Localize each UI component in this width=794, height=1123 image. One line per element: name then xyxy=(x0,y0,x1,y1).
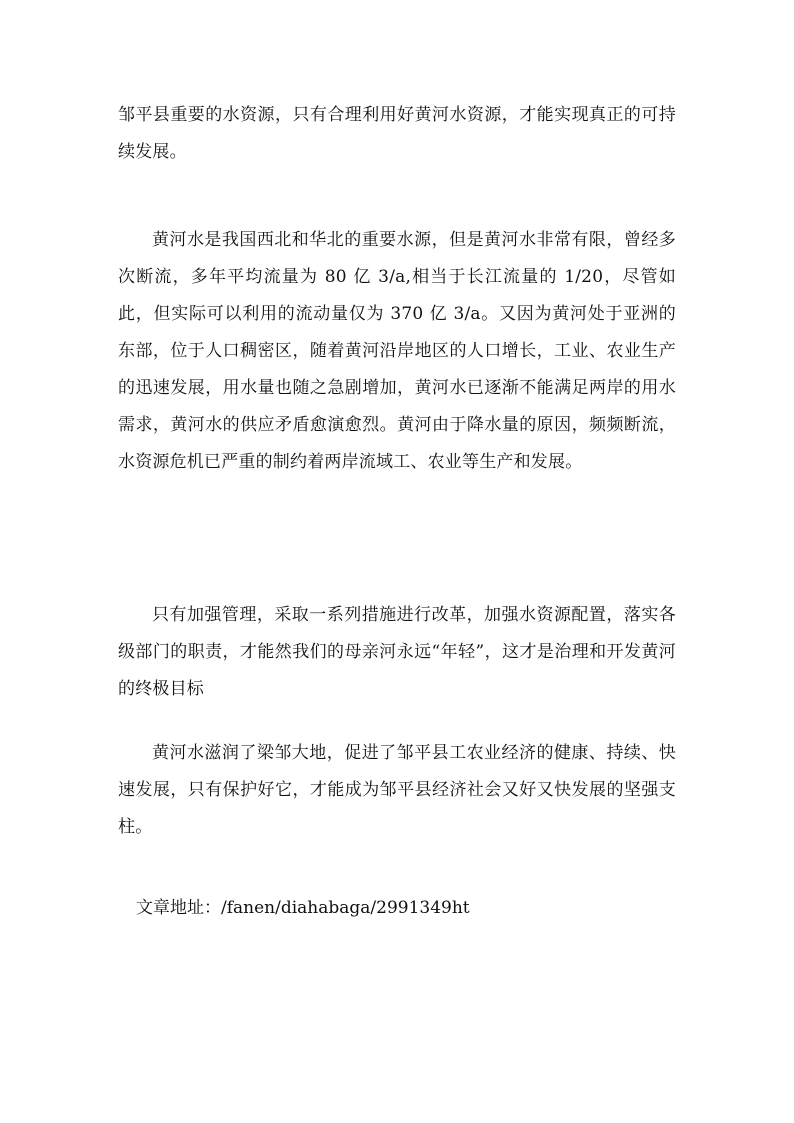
paragraph-continuation: 邹平县重要的水资源，只有合理利用好黄河水资源，才能实现真正的可持续发展。 xyxy=(118,105,676,162)
paragraph-conclusion: 黄河水滋润了梁邹大地，促进了邹平县工农业经济的健康、持续、快速发展，只有保护好它，才能成为邹平县经济社会又好又快发展的坚强支柱。 xyxy=(118,743,676,837)
paragraph-yellow-river-water-supply: 黄河水是我国西北和华北的重要水源，但是黄河水非常有限，曾经多次断流，多年平均流量为 80 亿 3/a,相当于长江流量的 1/20，尽管如此，但实际可以利用的流动量仅为 370 亿 3/a。又因为黄河处于亚洲的东部，位于人口稠密区，随着黄河沿岸地区的人口增长，工业、农业生产的迅速发展，用水量也随之急剧增加，黄河水已逐渐不能满足两岸的用水需求，黄河水的供应矛盾愈演愈烈。黄河由于降水量的原因，频频断流，水资源危机已严重的制约着两岸流域工、农业等生产和发展。 xyxy=(118,230,676,472)
paragraph-management-measures: 只有加强管理，采取一系列措施进行改革，加强水资源配置，落实各级部门的职责，才能然我们的母亲河永远“年轻”，这才是治理和开发黄河的终极目标 xyxy=(118,605,676,699)
article-address: 文章地址：/fanen/diahabaga/2991349ht xyxy=(136,898,470,918)
